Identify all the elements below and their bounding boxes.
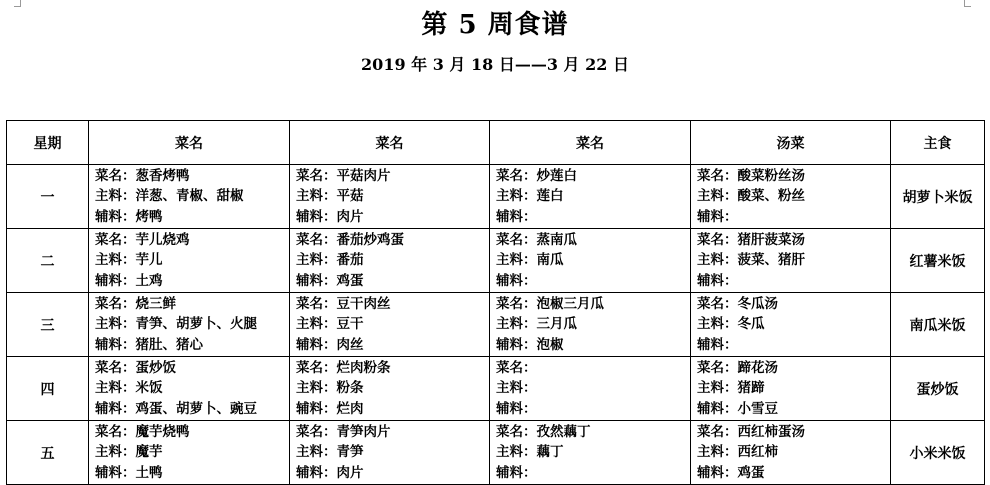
- staple-cell: 蛋炒饭: [891, 357, 985, 421]
- aux-ingredient-label: 辅料：: [697, 336, 738, 353]
- dish-name-value: 葱香烤鸭: [135, 167, 190, 184]
- dish-name-value: 冬瓜汤: [737, 295, 778, 312]
- main-ingredient-label: 主料：: [496, 444, 537, 461]
- staple-cell: 胡萝卜米饭: [891, 165, 985, 229]
- dish-name-line: [697, 166, 890, 187]
- aux-ingredient-label: 辅料：: [496, 464, 537, 481]
- main-ingredient-line: [95, 442, 289, 463]
- dish-cell: [290, 421, 490, 485]
- main-ingredient-value: 魔芋: [135, 444, 163, 461]
- weekday-cell: 一: [7, 165, 89, 229]
- dish-name-line: [496, 230, 690, 251]
- aux-ingredient-value: 鸡蛋: [737, 464, 765, 481]
- dish-cell: [290, 293, 490, 357]
- dish-name-line: [296, 422, 489, 443]
- main-ingredient-value: 莲白: [536, 188, 564, 205]
- dish-name-value: 孜然藕丁: [536, 423, 591, 440]
- table-row: [7, 293, 985, 357]
- aux-ingredient-value: 烂肉: [336, 400, 364, 417]
- table-row: [7, 165, 985, 229]
- staple-cell: 红薯米饭: [891, 229, 985, 293]
- aux-ingredient-line: [296, 463, 489, 484]
- main-ingredient-line: [296, 442, 489, 463]
- main-ingredient-value: 三月瓜: [536, 316, 577, 333]
- aux-ingredient-line: [697, 335, 890, 356]
- aux-ingredient-label: 辅料：: [296, 272, 337, 289]
- dish-cell: [490, 293, 691, 357]
- aux-ingredient-value: 猪肚、猪心: [135, 336, 203, 353]
- aux-ingredient-label: 辅料：: [697, 272, 738, 289]
- dish-cell: [89, 165, 290, 229]
- main-ingredient-value: 猪蹄: [737, 380, 765, 397]
- aux-ingredient-line: [296, 399, 489, 420]
- dish-name-label: 菜名：: [697, 231, 738, 248]
- dish-name-value: 青笋肉片: [336, 423, 391, 440]
- main-ingredient-label: 主料：: [697, 252, 738, 269]
- table-row: [7, 229, 985, 293]
- main-ingredient-value: 番茄: [336, 252, 364, 269]
- dish-name-label: 菜名：: [496, 423, 537, 440]
- main-ingredient-label: 主料：: [95, 188, 136, 205]
- dish-cell: [490, 357, 691, 421]
- staple-cell: 南瓜米饭: [891, 293, 985, 357]
- dish-name-label: 菜名：: [95, 359, 136, 376]
- main-ingredient-label: 主料：: [296, 380, 337, 397]
- main-ingredient-label: 主料：: [496, 252, 537, 269]
- soup-cell: [691, 293, 891, 357]
- aux-ingredient-label: 辅料：: [95, 272, 136, 289]
- aux-ingredient-line: [697, 207, 890, 228]
- main-ingredient-line: [697, 314, 890, 335]
- main-ingredient-label: 主料：: [296, 316, 337, 333]
- aux-ingredient-line: [296, 335, 489, 356]
- aux-ingredient-line: [697, 271, 890, 292]
- header-dish-1: 菜名: [89, 121, 290, 165]
- dish-name-value: 平菇肉片: [336, 167, 391, 184]
- main-ingredient-line: [496, 250, 690, 271]
- dish-cell: [490, 165, 691, 229]
- dish-name-label: 菜名：: [697, 167, 738, 184]
- main-ingredient-line: [697, 250, 890, 271]
- aux-ingredient-value: 鸡蛋、胡萝卜、豌豆: [135, 400, 257, 417]
- aux-ingredient-line: [95, 207, 289, 228]
- main-ingredient-label: 主料：: [697, 380, 738, 397]
- dish-cell: [89, 293, 290, 357]
- main-ingredient-line: [296, 250, 489, 271]
- main-ingredient-value: 平菇: [336, 188, 364, 205]
- main-ingredient-value: 青笋: [336, 444, 364, 461]
- main-ingredient-value: 豆干: [336, 316, 364, 333]
- soup-cell: [691, 421, 891, 485]
- aux-ingredient-label: 辅料：: [95, 208, 136, 225]
- dish-name-label: 菜名：: [95, 167, 136, 184]
- dish-name-label: 菜名：: [296, 359, 337, 376]
- aux-ingredient-line: [296, 207, 489, 228]
- aux-ingredient-label: 辅料：: [296, 464, 337, 481]
- dish-name-line: [296, 358, 489, 379]
- dish-name-value: 蹄花汤: [737, 359, 778, 376]
- dish-name-value: 豆干肉丝: [336, 295, 391, 312]
- page-title: 第 5 周食谱: [421, 10, 569, 40]
- main-ingredient-value: 酸菜、粉丝: [737, 188, 805, 205]
- main-ingredient-value: 粉条: [336, 380, 364, 397]
- aux-ingredient-value: 烤鸭: [135, 208, 163, 225]
- aux-ingredient-label: 辅料：: [697, 464, 738, 481]
- dish-cell: [290, 229, 490, 293]
- dish-name-line: [496, 166, 690, 187]
- header-soup: 汤菜: [691, 121, 891, 165]
- main-ingredient-line: [95, 378, 289, 399]
- aux-ingredient-label: 辅料：: [296, 400, 337, 417]
- main-ingredient-value: 南瓜: [536, 252, 564, 269]
- table-row: [7, 421, 985, 485]
- header-staple: 主食: [891, 121, 985, 165]
- aux-ingredient-label: 辅料：: [496, 400, 537, 417]
- main-ingredient-line: [95, 250, 289, 271]
- dish-name-value: 烧三鲜: [135, 295, 176, 312]
- dish-name-line: [95, 166, 289, 187]
- soup-cell: [691, 165, 891, 229]
- aux-ingredient-label: 辅料：: [95, 464, 136, 481]
- aux-ingredient-line: [496, 207, 690, 228]
- weekday-cell: 五: [7, 421, 89, 485]
- dish-name-line: [697, 230, 890, 251]
- main-ingredient-value: 洋葱、青椒、甜椒: [135, 188, 244, 205]
- dish-name-label: 菜名：: [697, 359, 738, 376]
- aux-ingredient-value: 鸡蛋: [336, 272, 364, 289]
- dish-name-value: 魔芋烧鸭: [135, 423, 190, 440]
- dish-name-label: 菜名：: [496, 167, 537, 184]
- dish-name-value: 炒莲白: [536, 167, 577, 184]
- aux-ingredient-line: [95, 271, 289, 292]
- aux-ingredient-label: 辅料：: [95, 336, 136, 353]
- dish-name-label: 菜名：: [95, 423, 136, 440]
- aux-ingredient-value: 土鸡: [135, 272, 163, 289]
- dish-name-line: [496, 358, 690, 379]
- main-ingredient-value: 西红柿: [737, 444, 778, 461]
- dish-name-label: 菜名：: [95, 295, 136, 312]
- aux-ingredient-value: 肉片: [336, 464, 364, 481]
- dish-name-value: 酸菜粉丝汤: [737, 167, 805, 184]
- main-ingredient-value: 米饭: [135, 380, 163, 397]
- header-row: [7, 121, 985, 165]
- main-ingredient-label: 主料：: [697, 444, 738, 461]
- dish-cell: [89, 229, 290, 293]
- aux-ingredient-value: 泡椒: [536, 336, 564, 353]
- soup-cell: [691, 229, 891, 293]
- aux-ingredient-line: [95, 399, 289, 420]
- aux-ingredient-line: [496, 463, 690, 484]
- aux-ingredient-line: [496, 335, 690, 356]
- aux-ingredient-value: 肉片: [336, 208, 364, 225]
- main-ingredient-value: 藕丁: [536, 444, 564, 461]
- main-ingredient-value: 青笋、胡萝卜、火腿: [135, 316, 257, 333]
- dish-name-line: [95, 230, 289, 251]
- dish-name-label: 菜名：: [496, 231, 537, 248]
- main-ingredient-value: 芋儿: [135, 252, 163, 269]
- dish-cell: [290, 357, 490, 421]
- main-ingredient-line: [296, 314, 489, 335]
- main-ingredient-label: 主料：: [496, 316, 537, 333]
- aux-ingredient-line: [496, 271, 690, 292]
- main-ingredient-line: [697, 442, 890, 463]
- dish-name-value: 西红柿蛋汤: [737, 423, 805, 440]
- dish-cell: [89, 357, 290, 421]
- main-ingredient-label: 主料：: [296, 444, 337, 461]
- weekday-cell: 四: [7, 357, 89, 421]
- main-ingredient-line: [296, 378, 489, 399]
- main-ingredient-line: [496, 186, 690, 207]
- date-range: 2019 年 3 月 18 日——3 月 22 日: [361, 55, 629, 74]
- aux-ingredient-line: [496, 399, 690, 420]
- aux-ingredient-label: 辅料：: [697, 208, 738, 225]
- aux-ingredient-line: [95, 463, 289, 484]
- main-ingredient-line: [95, 186, 289, 207]
- dish-name-value: 蛋炒饭: [135, 359, 176, 376]
- dish-cell: [490, 229, 691, 293]
- dish-name-line: [697, 358, 890, 379]
- dish-name-line: [496, 422, 690, 443]
- table-row: [7, 357, 985, 421]
- dish-name-value: 芋儿烧鸡: [135, 231, 190, 248]
- dish-name-label: 菜名：: [95, 231, 136, 248]
- dish-name-line: [697, 294, 890, 315]
- dish-name-label: 菜名：: [697, 295, 738, 312]
- aux-ingredient-label: 辅料：: [496, 272, 537, 289]
- soup-cell: [691, 357, 891, 421]
- staple-cell: 小米米饭: [891, 421, 985, 485]
- dish-name-line: [296, 166, 489, 187]
- aux-ingredient-label: 辅料：: [296, 208, 337, 225]
- main-ingredient-value: 冬瓜: [737, 316, 765, 333]
- main-ingredient-line: [496, 442, 690, 463]
- dish-name-label: 菜名：: [296, 167, 337, 184]
- aux-ingredient-line: [697, 463, 890, 484]
- aux-ingredient-value: 小雪豆: [737, 400, 778, 417]
- dish-name-label: 菜名：: [496, 295, 537, 312]
- dish-name-line: [496, 294, 690, 315]
- main-ingredient-label: 主料：: [95, 380, 136, 397]
- main-ingredient-label: 主料：: [95, 252, 136, 269]
- main-ingredient-label: 主料：: [95, 444, 136, 461]
- aux-ingredient-value: 土鸭: [135, 464, 163, 481]
- main-ingredient-label: 主料：: [95, 316, 136, 333]
- header-weekday: 星期: [7, 121, 89, 165]
- aux-ingredient-value: 肉丝: [336, 336, 364, 353]
- aux-ingredient-line: [697, 399, 890, 420]
- menu-table: [6, 120, 985, 485]
- dish-name-value: 猪肝菠菜汤: [737, 231, 805, 248]
- aux-ingredient-label: 辅料：: [496, 336, 537, 353]
- aux-ingredient-label: 辅料：: [697, 400, 738, 417]
- main-ingredient-label: 主料：: [697, 316, 738, 333]
- main-ingredient-label: 主料：: [697, 188, 738, 205]
- aux-ingredient-label: 辅料：: [296, 336, 337, 353]
- dish-name-value: 蒸南瓜: [536, 231, 577, 248]
- main-ingredient-label: 主料：: [496, 380, 537, 397]
- dish-name-label: 菜名：: [296, 423, 337, 440]
- dish-name-label: 菜名：: [697, 423, 738, 440]
- dish-name-value: 泡椒三月瓜: [536, 295, 604, 312]
- dish-name-label: 菜名：: [296, 231, 337, 248]
- header-dish-3: 菜名: [490, 121, 691, 165]
- dish-name-line: [697, 422, 890, 443]
- main-ingredient-line: [697, 378, 890, 399]
- main-ingredient-line: [296, 186, 489, 207]
- dish-cell: [490, 421, 691, 485]
- weekday-cell: 三: [7, 293, 89, 357]
- dish-cell: [290, 165, 490, 229]
- dish-name-line: [95, 358, 289, 379]
- main-ingredient-label: 主料：: [296, 188, 337, 205]
- dish-name-line: [95, 422, 289, 443]
- dish-name-value: 烂肉粉条: [336, 359, 391, 376]
- aux-ingredient-line: [95, 335, 289, 356]
- main-ingredient-label: 主料：: [296, 252, 337, 269]
- main-ingredient-label: 主料：: [496, 188, 537, 205]
- dish-name-line: [296, 230, 489, 251]
- header-dish-2: 菜名: [290, 121, 490, 165]
- dish-name-line: [296, 294, 489, 315]
- aux-ingredient-line: [296, 271, 489, 292]
- dish-cell: [89, 421, 290, 485]
- dish-name-label: 菜名：: [296, 295, 337, 312]
- main-ingredient-line: [496, 314, 690, 335]
- main-ingredient-line: [697, 186, 890, 207]
- dish-name-value: 番茄炒鸡蛋: [336, 231, 404, 248]
- dish-name-label: 菜名：: [496, 359, 537, 376]
- dish-name-line: [95, 294, 289, 315]
- main-ingredient-line: [95, 314, 289, 335]
- main-ingredient-line: [496, 378, 690, 399]
- aux-ingredient-label: 辅料：: [95, 400, 136, 417]
- main-ingredient-value: 菠菜、猪肝: [737, 252, 805, 269]
- aux-ingredient-label: 辅料：: [496, 208, 537, 225]
- weekday-cell: 二: [7, 229, 89, 293]
